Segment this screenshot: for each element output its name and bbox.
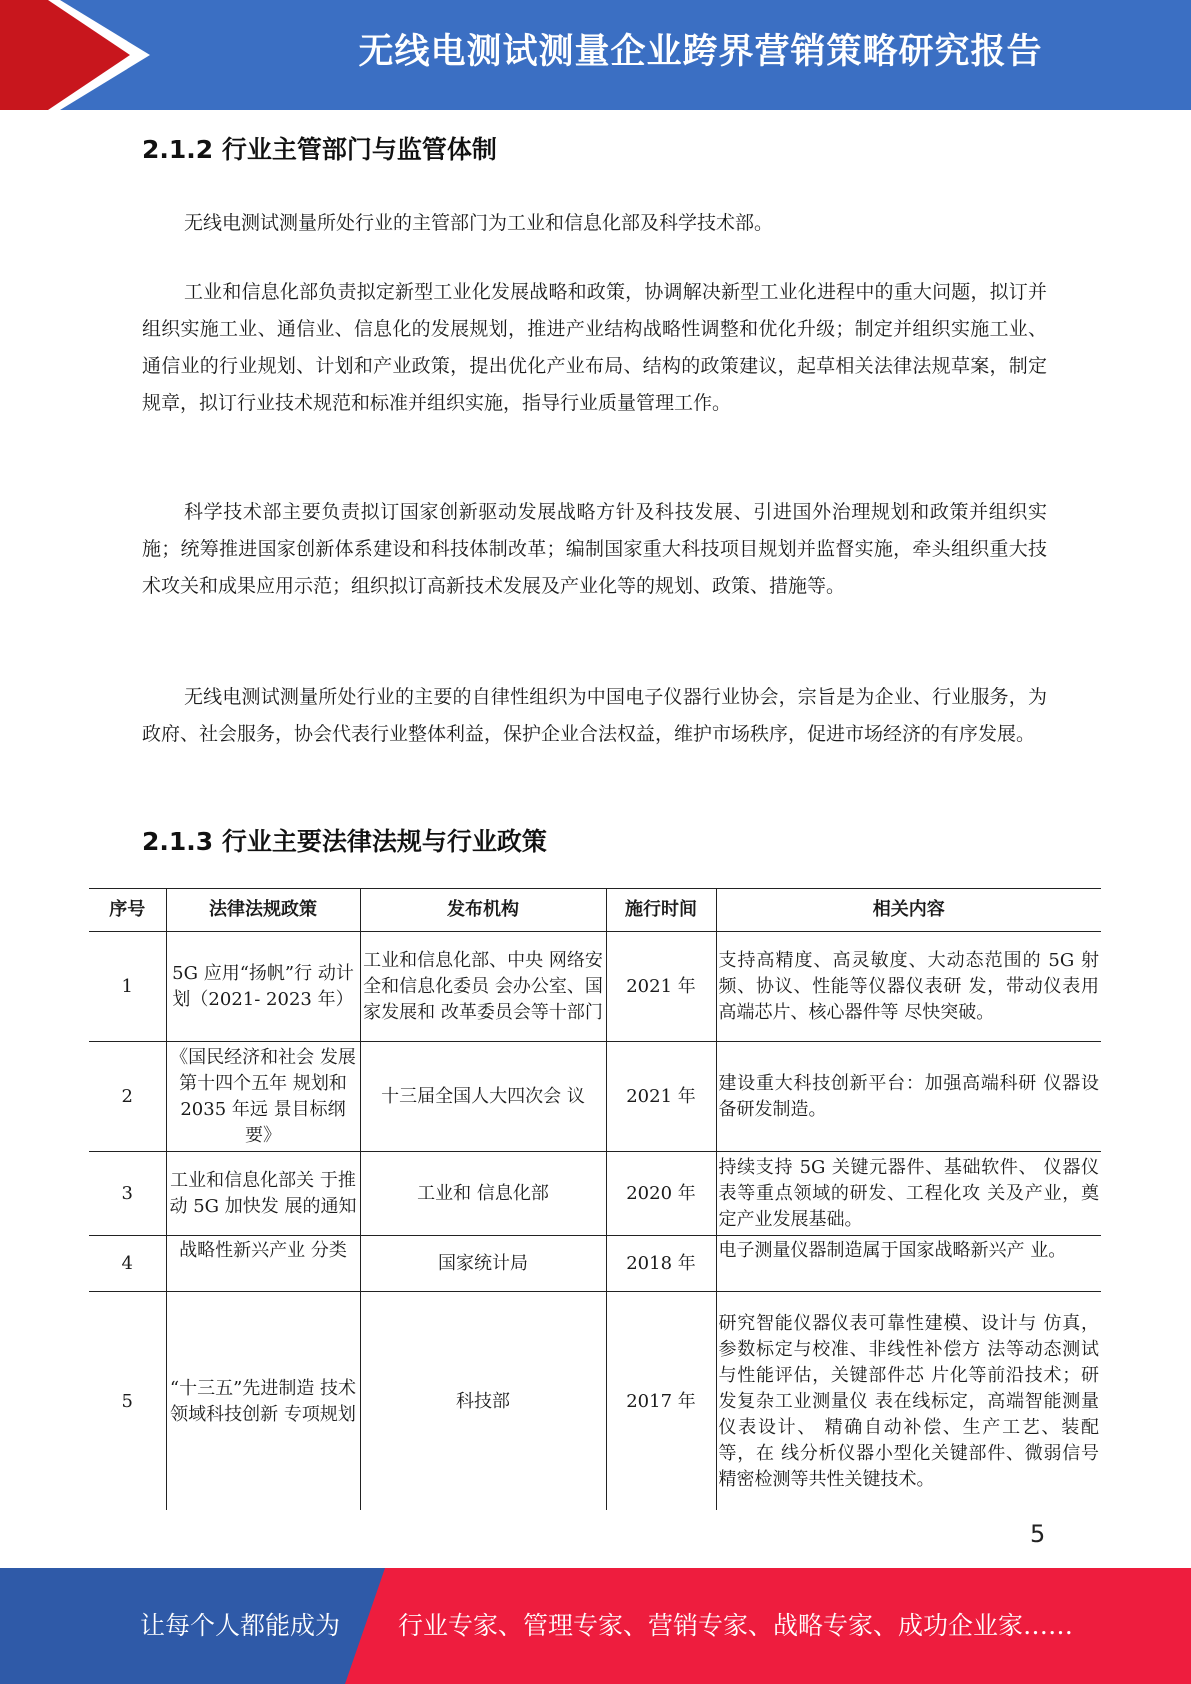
- table-row: [89, 1236, 1101, 1292]
- paragraph-2: 工业和信息化部负责拟定新型工业化发展战略和政策，协调解决新型工业化进程中的重大问题，拟订并组织实施工业、通信业、信息化的发展规划，推进产业结构战略性调整和优化升级；制定并组织实施工业、通信业的行业规划、计划和产业政策，提出优化产业布局、结构的政策建议，起草相关法律法规草案，制定规章，拟订行业技术规范和标准并组织实施，指导行业质量管理工作。: [142, 281, 1047, 414]
- paragraph-1: 无线电测试测量所处行业的主管部门为工业和信息化部及科学技术部。: [184, 212, 774, 234]
- table-cell: 2020 年: [606, 1152, 716, 1236]
- paragraph-3: 科学技术部主要负责拟订国家创新驱动发展战略方针及科技发展、引进国外治理规划和政策并组织实施；统筹推进国家创新体系建设和科技体制改革；编制国家重大科技项目规划并监督实施，牵头组织重大技术攻关和成果应用示范；组织拟订高新技术发展及产业化等的规划、政策、措施等。: [142, 501, 1047, 597]
- page-footer: [0, 1568, 1191, 1684]
- footer-slogan-right: 行业专家、管理专家、营销专家、战略专家、成功企业家……: [398, 1611, 1074, 1640]
- table-cell: 2: [89, 1042, 166, 1152]
- table-cell: 2017 年: [606, 1292, 716, 1511]
- paragraph-4: 无线电测试测量所处行业的主要的自律性组织为中国电子仪器行业协会，宗旨是为企业、行业服务，为政府、社会服务，协会代表行业整体利益，保护企业合法权益，维护市场秩序，促进市场经济的有序发展。: [142, 686, 1047, 745]
- table-cell: 工业和信息化部关 于推动 5G 加快发 展的通知: [166, 1152, 360, 1236]
- table-cell: 3: [89, 1152, 166, 1236]
- table-cell: 5G 应用“扬帆”行 动计划（2021- 2023 年）: [166, 932, 360, 1042]
- report-title: 无线电测试测量企业跨界营销策略研究报告: [358, 32, 1043, 72]
- table-cell: 2021 年: [606, 1042, 716, 1152]
- column-header: 发布机构: [360, 889, 606, 932]
- table-cell: 十三届全国人大四次会 议: [360, 1042, 606, 1152]
- page-header: [0, 0, 1191, 110]
- table-cell: 2021 年: [606, 932, 716, 1042]
- policy-table: [89, 888, 1101, 1510]
- table-row: [89, 1042, 1101, 1152]
- column-header: 相关内容: [716, 889, 1101, 932]
- page-number: 5: [1030, 1520, 1046, 1548]
- table-row: [89, 932, 1101, 1042]
- column-header: 法律法规政策: [166, 889, 360, 932]
- table-cell: 持续支持 5G 关键元器件、基础软件、 仪器仪表等重点领域的研发、工程化攻 关及产业，奠定产业发展基础。: [716, 1152, 1101, 1236]
- table-cell: 4: [89, 1236, 166, 1292]
- column-header: 施行时间: [606, 889, 716, 932]
- footer-slogan-left: 让每个人都能成为: [140, 1611, 341, 1640]
- table-cell: 研究智能仪器仪表可靠性建模、设计与 仿真，参数标定与校准、非线性补偿方 法等动态测试与性能评估，关键部件芯 片化等前沿技术；研发复杂工业测量仪 表在线标定，高端智能测量仪表设计、 精确自动补偿、生产工艺、装配等，在 线分析仪器小型化关键部件、微弱信号 精密检测等共性关键技术。: [716, 1292, 1101, 1511]
- table-cell: 工业和 信息化部: [360, 1152, 606, 1236]
- table-row: [89, 1292, 1101, 1511]
- table-cell: 电子测量仪器制造属于国家战略新兴产 业。: [716, 1236, 1101, 1292]
- table-cell: 支持高精度、高灵敏度、大动态范围的 5G 射频、协议、性能等仪器仪表研 发，带动仪表用高端芯片、核心器件等 尽快突破。: [716, 932, 1101, 1042]
- header-chevron-icon: [0, 0, 160, 110]
- table-cell: 1: [89, 932, 166, 1042]
- table-cell: 《国民经济和社会 发展第十四个五年 规划和 2035 年远 景目标纲要》: [166, 1042, 360, 1152]
- section-heading-2-1-2: 2.1.2 行业主管部门与监管体制: [142, 135, 497, 164]
- table-cell: 工业和信息化部、中央 网络安全和信息化委员 会办公室、国家发展和 改革委员会等十部门: [360, 932, 606, 1042]
- table-cell: 2018 年: [606, 1236, 716, 1292]
- table-cell: “十三五”先进制造 技术领域科技创新 专项规划: [166, 1292, 360, 1511]
- table-cell: 建设重大科技创新平台：加强高端科研 仪器设备研发制造。: [716, 1042, 1101, 1152]
- table-cell: 科技部: [360, 1292, 606, 1511]
- policy-table-wrapper: [89, 888, 1101, 1510]
- table-cell: 5: [89, 1292, 166, 1511]
- section-heading-2-1-3: 2.1.3 行业主要法律法规与行业政策: [142, 827, 547, 856]
- column-header: 序号: [89, 889, 166, 932]
- table-cell: 国家统计局: [360, 1236, 606, 1292]
- table-row: [89, 1152, 1101, 1236]
- table-header-row: [89, 889, 1101, 932]
- table-cell: 战略性新兴产业 分类: [166, 1236, 360, 1292]
